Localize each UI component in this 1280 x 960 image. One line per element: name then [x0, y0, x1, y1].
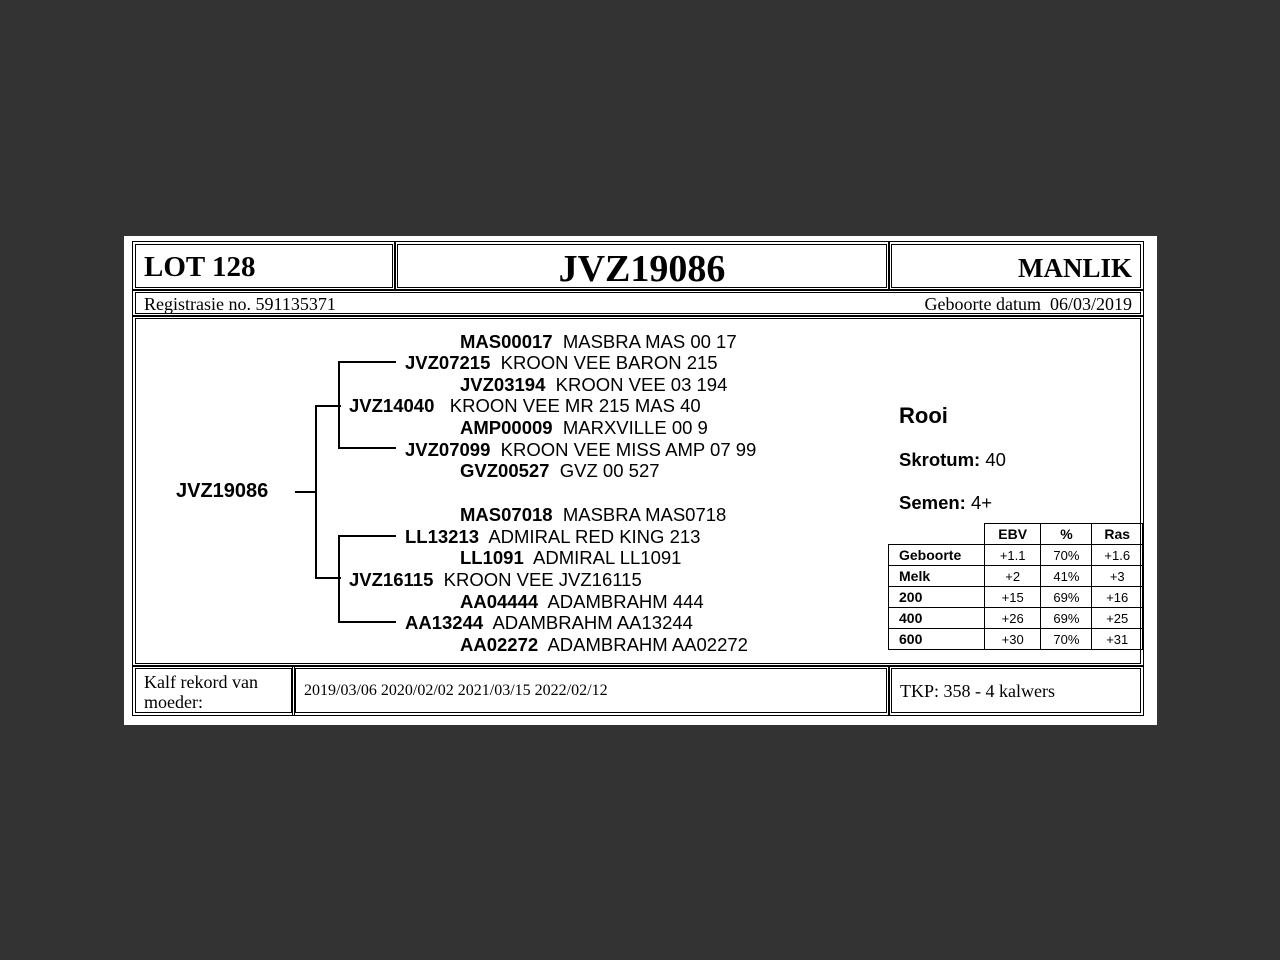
pedigree-entry: AA13244 ADAMBRAHM AA13244 [405, 612, 693, 633]
pedigree-entry: JVZ16115 KROON VEE JVZ16115 [349, 569, 642, 590]
ebv-header: EBV [985, 524, 1041, 545]
calf-record-label-cell [135, 668, 292, 713]
table-row: 400 +26 69% +25 [889, 608, 1143, 629]
pedigree-line [338, 535, 340, 623]
ras-header: Ras [1092, 524, 1143, 545]
pedigree-line [295, 491, 317, 493]
pedigree-entry: JVZ07099 KROON VEE MISS AMP 07 99 [405, 439, 757, 460]
pedigree-entry: LL13213 ADMIRAL RED KING 213 [405, 526, 701, 547]
pedigree-entry: MAS07018 MASBRA MAS0718 [460, 504, 727, 525]
pedigree-line [338, 361, 396, 363]
pedigree-entry: AA04444 ADAMBRAHM 444 [460, 591, 704, 612]
pedigree-line [338, 621, 396, 623]
tkp-value: TKP: 358 - 4 kalwers [900, 681, 1055, 701]
pedigree-entry: AA02272 ADAMBRAHM AA02272 [460, 634, 748, 655]
sex-label: MANLIK [1018, 253, 1132, 283]
pct-header: % [1041, 524, 1092, 545]
sex-cell [891, 244, 1141, 288]
pedigree-entry: AMP00009 MARXVILLE 00 9 [460, 417, 708, 438]
pedigree-entry: JVZ03194 KROON VEE 03 194 [460, 374, 728, 395]
pedigree-line [338, 447, 396, 449]
tkp-cell [891, 668, 1141, 713]
pedigree-entry: JVZ07215 KROON VEE BARON 215 [405, 352, 718, 373]
pedigree-line [338, 361, 340, 449]
ebv-table [888, 523, 1143, 650]
calf-dates: 2019/03/06 2020/02/02 2021/03/15 2022/02/12 [304, 682, 608, 699]
table-row: Geboorte +1.1 70% +1.6 [889, 545, 1143, 566]
pedigree-entry: MAS00017 MASBRA MAS 00 17 [460, 331, 737, 352]
pedigree-line [315, 405, 317, 579]
pedigree-line [338, 535, 396, 537]
lot-cell [135, 244, 393, 288]
lot-card [124, 236, 1157, 725]
animal-id-title: JVZ19086 [558, 248, 726, 290]
table-row: 200 +15 69% +16 [889, 587, 1143, 608]
registration-number: Registrasie no. 591135371 [144, 294, 336, 314]
animal-id-cell [397, 244, 887, 288]
pedigree-subject: JVZ19086 [176, 480, 269, 502]
color-trait: Rooi [899, 403, 948, 428]
pedigree-entry: LL1091 ADMIRAL LL1091 [460, 547, 682, 568]
registration-row [135, 292, 1141, 314]
table-row: Melk +2 41% +3 [889, 566, 1143, 587]
semen-trait: Semen: 4+ [899, 492, 993, 513]
scrotum-trait: Skrotum: 40 [899, 449, 1006, 470]
lot-number: LOT 128 [144, 251, 256, 283]
pedigree-entry: GVZ00527 GVZ 00 527 [460, 460, 660, 481]
calf-record-label: Kalf rekord van moeder: [144, 672, 258, 712]
calf-dates-cell [295, 668, 887, 713]
table-row: 600 +30 70% +31 [889, 629, 1143, 650]
birth-date: Geboorte datum 06/03/2019 [924, 294, 1132, 314]
pedigree-entry: JVZ14040 KROON VEE MR 215 MAS 40 [349, 395, 701, 416]
